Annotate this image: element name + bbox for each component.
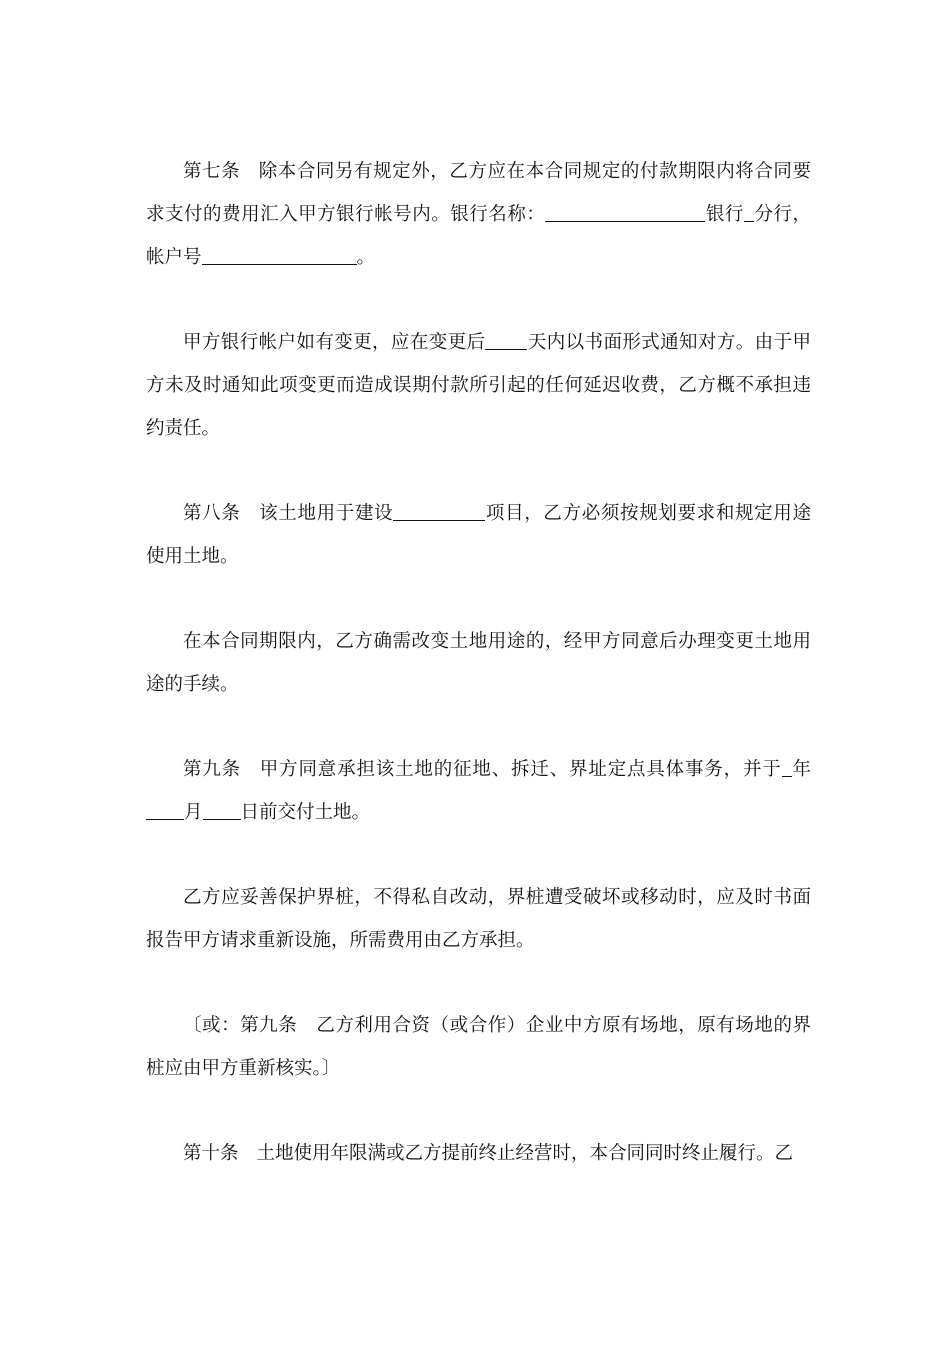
article-8-text-2: 项目，乙方必须按规划要求和规定用途使用土地。 xyxy=(146,503,811,567)
article-7-bank: 银行 xyxy=(705,204,744,225)
day-blank xyxy=(203,801,241,821)
year-blank xyxy=(782,758,792,778)
article-9-text-1: 甲方同意承担该土地的征地、拆迁、界址定点具体事务，并于 xyxy=(258,759,782,780)
article-9-alternative xyxy=(146,1004,811,1090)
article-9-month: 月 xyxy=(184,802,203,823)
branch-blank xyxy=(744,203,754,223)
article-9-text-2: 日前交付土地。 xyxy=(240,802,371,823)
account-change-text-2: 天内以书面形式通知对方。由于甲方未及时通知此项变更而造成误期付款所引起的任何延迟收费，乙方概不承担违约责任。 xyxy=(146,332,811,439)
account-change-text-1: 甲方银行帐户如有变更，应在变更后 xyxy=(183,332,486,353)
article-7-label: 第七条 xyxy=(183,161,241,182)
article-9-year: 年 xyxy=(791,759,811,780)
alternative-text: 〔或：第九条 乙方利用合资（或合作）企业中方原有场地，原有场地的界桩应由甲方重新核实。〕 xyxy=(146,1015,811,1079)
article-7-branch: 分行，帐户号 xyxy=(146,204,811,268)
article-7 xyxy=(146,150,811,279)
account-number-blank xyxy=(202,246,357,266)
article-8-use-change xyxy=(146,620,811,706)
boundary-text: 乙方应妥善保护界桩，不得私自改动，界桩遭受破坏或移动时，应及时书面报告甲方请求重新设施，所需费用由乙方承担。 xyxy=(146,887,811,951)
project-blank xyxy=(393,502,485,522)
article-7-text: 除本合同另有规定外，乙方应在本合同规定的付款期限内将合同要求支付的费用汇入甲方银行帐号内。银行名称： xyxy=(146,161,811,225)
month-blank xyxy=(146,801,184,821)
days-blank xyxy=(485,331,527,351)
article-9-label: 第九条 xyxy=(183,759,241,780)
article-7-end: 。 xyxy=(356,247,376,268)
article-7-account-change xyxy=(146,321,811,450)
article-9 xyxy=(146,748,811,834)
article-8-text-1: 该土地用于建设 xyxy=(258,503,394,524)
article-10-label: 第十条 xyxy=(183,1143,239,1164)
contract-page xyxy=(146,150,811,1175)
use-change-text: 在本合同期限内，乙方确需改变土地用途的，经甲方同意后办理变更土地用途的手续。 xyxy=(146,631,811,695)
bank-name-blank xyxy=(545,203,705,223)
article-8-label: 第八条 xyxy=(183,503,241,524)
article-10-text: 土地使用年限满或乙方提前终止经营时，本合同同时终止履行。乙 xyxy=(256,1143,794,1164)
article-8 xyxy=(146,492,811,578)
article-10 xyxy=(146,1132,811,1175)
article-9-boundary xyxy=(146,876,811,962)
